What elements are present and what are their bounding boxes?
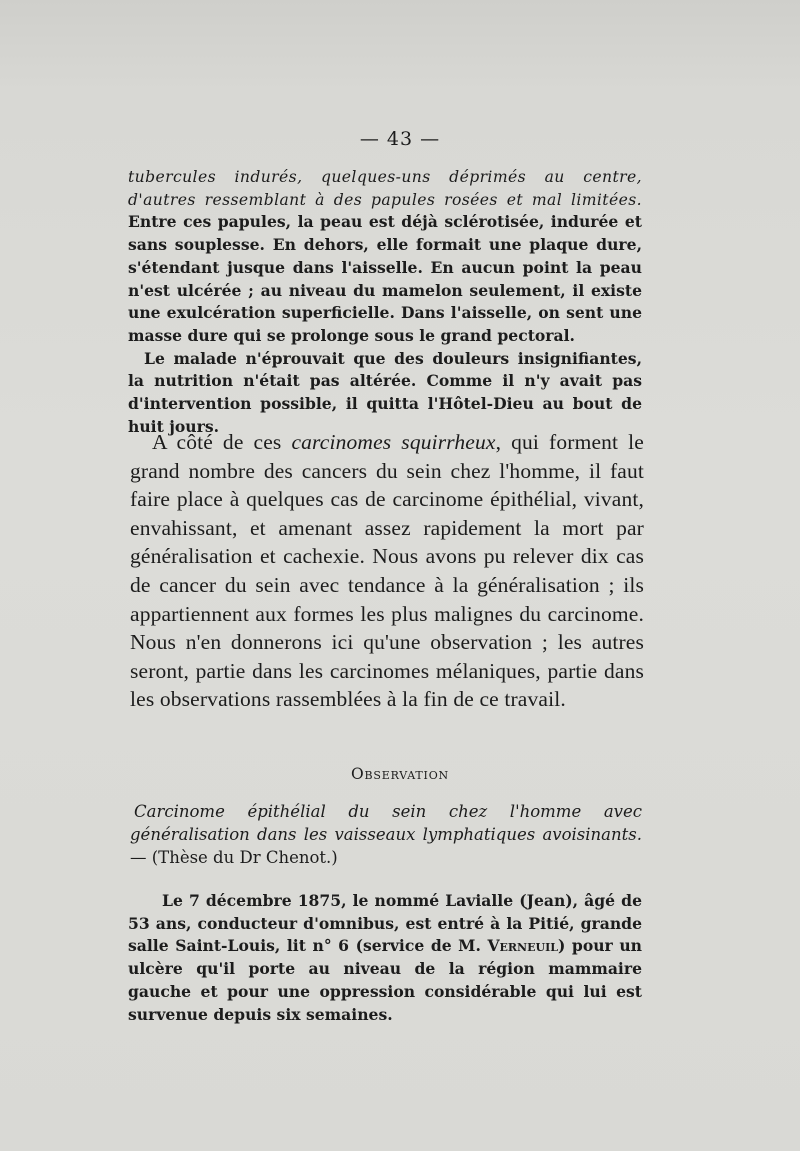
main-paragraph bbox=[130, 428, 644, 714]
main-paragraph-emphasis: carcinomes squirrheux bbox=[291, 430, 496, 454]
continuation-text: Entre ces papules, la peau est déjà sclérotisée, indurée et sans souplesse. En dehors, elle formait une plaque dure, s'étendant jusque dans l'aisselle. En aucun point la peau n'est ulcérée ; au niveau du mamelon seulement, il existe une exulcération superficielle. Dans l'aisselle, on sent une masse dure qui se prolonge sous le grand pectoral. bbox=[128, 212, 642, 345]
main-paragraph-body: , qui forment le grand nombre des cancers du sein chez l'homme, il faut faire place à quelques cas de carcinome épithélial, vivant, envahissant, et amenant assez rapidement la mort par généralisation et cachexie. Nous avons pu relever dix cas de cancer du sein avec tendance à la généralisation ; ils appartiennent aux formes les plus malignes du carcinome. Nous n'en donnerons ici qu'une observation ; les autres seront, partie dans les carcinomes mélaniques, partie dans les observations rassemblées à la fin de ce travail. bbox=[130, 430, 644, 712]
surgeon-name: Verneuil bbox=[487, 936, 558, 956]
observation-text-end: ) pour un ulcère qu'il porte au niveau de la région mammaire gauche et pour une oppression considérable qui lui est survenue depuis six semaines. bbox=[128, 936, 642, 1024]
observation-text-start: Le 7 décembre 1875, le nommé Lavialle (Jean), âgé de 53 ans, conducteur d'omnibus, est entré à la Pitié, grande salle Saint-Louis, lit n° 6 (service de M. bbox=[128, 891, 642, 956]
observation-source: — (Thèse du Dr Chenot.) bbox=[130, 848, 338, 867]
case-outcome-paragraph: Le malade n'éprouvait que des douleurs insignifiantes, la nutrition n'était pas altérée. Comme il n'y avait pas d'intervention possible, il quitta l'Hôtel-Dieu au bout de huit jours. bbox=[128, 348, 642, 436]
observation-body bbox=[128, 890, 642, 1026]
observation-subtitle bbox=[130, 800, 642, 869]
case-continuation bbox=[128, 166, 642, 438]
observation-paragraph bbox=[128, 890, 642, 1026]
page-number: — 43 — bbox=[359, 128, 441, 150]
main-paragraph-intro: A côté de ces bbox=[152, 430, 292, 454]
observation-heading: Observation bbox=[351, 765, 449, 783]
continuation-italic-text: tubercules indurés, quelques-uns déprimés au centre, d'autres ressemblant à des papules rosées et mal limitées. bbox=[128, 168, 642, 209]
continuation-paragraph bbox=[128, 166, 642, 348]
observation-subtitle-italic: Carcinome épithélial du sein chez l'homme avec généralisation dans les vaisseaux lymphatiques avoisinants. bbox=[130, 802, 642, 844]
